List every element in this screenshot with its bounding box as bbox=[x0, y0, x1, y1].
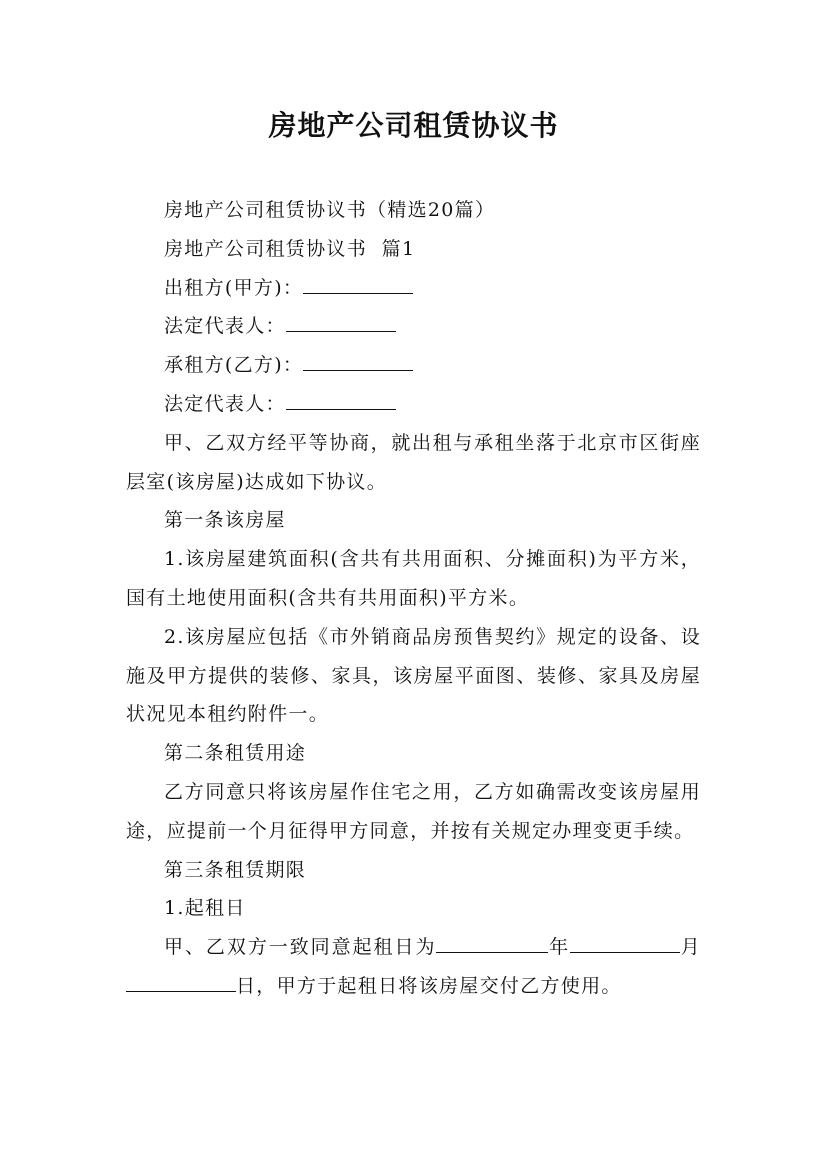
section-heading: 房地产公司租赁协议书 篇1 bbox=[164, 237, 416, 260]
article1-item1: 1.该房屋建筑面积(含共有共用面积、分摊面积)为平方米，国有土地使用面积(含共有共用面积)平方米。 bbox=[126, 548, 701, 609]
lessor-line bbox=[126, 269, 701, 308]
article3-item1-heading: 1.起租日 bbox=[164, 897, 246, 920]
lessee-blank bbox=[303, 350, 413, 371]
legal-rep-label-2: 法定代表人： bbox=[164, 392, 286, 415]
start-date-day-blank bbox=[126, 971, 236, 992]
lessee-label: 承租方(乙方)： bbox=[164, 354, 304, 377]
document-title: 房地产公司租赁协议书 bbox=[268, 109, 559, 142]
article1-heading: 第一条该房屋 bbox=[164, 509, 286, 532]
legal-rep-line-1 bbox=[126, 307, 701, 346]
legal-rep-line-2 bbox=[126, 385, 701, 424]
start-date-year: 年 bbox=[548, 936, 571, 959]
start-date-part2: 日，甲方于起租日将该房屋交付乙方使用。 bbox=[236, 974, 622, 997]
legal-rep-label-1: 法定代表人： bbox=[164, 315, 286, 338]
start-date-year-blank bbox=[436, 932, 548, 953]
document-subtitle: 房地产公司租赁协议书（精选20篇） bbox=[164, 199, 496, 221]
lessee-line bbox=[126, 346, 701, 385]
lessor-blank bbox=[303, 273, 413, 294]
start-date-month: 月 bbox=[680, 936, 701, 959]
start-date-paragraph bbox=[126, 928, 701, 1006]
document-body bbox=[126, 191, 701, 1006]
legal-rep-blank-2 bbox=[286, 389, 396, 410]
lessor-label: 出租方(甲方)： bbox=[164, 276, 304, 299]
article2-text: 乙方同意只将该房屋作住宅之用，乙方如确需改变该房屋用途，应提前一个月征得甲方同意，并按有关规定办理变更手续。 bbox=[126, 780, 701, 842]
article3-heading: 第三条租赁期限 bbox=[164, 858, 307, 881]
article1-item2: 2.该房屋应包括《市外销商品房预售契约》规定的设备、设施及甲方提供的装修、家具，该房屋平面图、装修、家具及房屋状况见本租约附件一。 bbox=[126, 625, 701, 726]
article2-heading: 第二条租赁用途 bbox=[164, 742, 307, 765]
intro-paragraph: 甲、乙双方经平等协商，就出租与承租坐落于北京市区街座层室(该房屋)达成如下协议。 bbox=[126, 431, 701, 493]
legal-rep-blank-1 bbox=[286, 311, 396, 332]
start-date-month-blank-a bbox=[570, 932, 680, 953]
start-date-part1: 甲、乙双方一致同意起租日为 bbox=[164, 936, 437, 959]
